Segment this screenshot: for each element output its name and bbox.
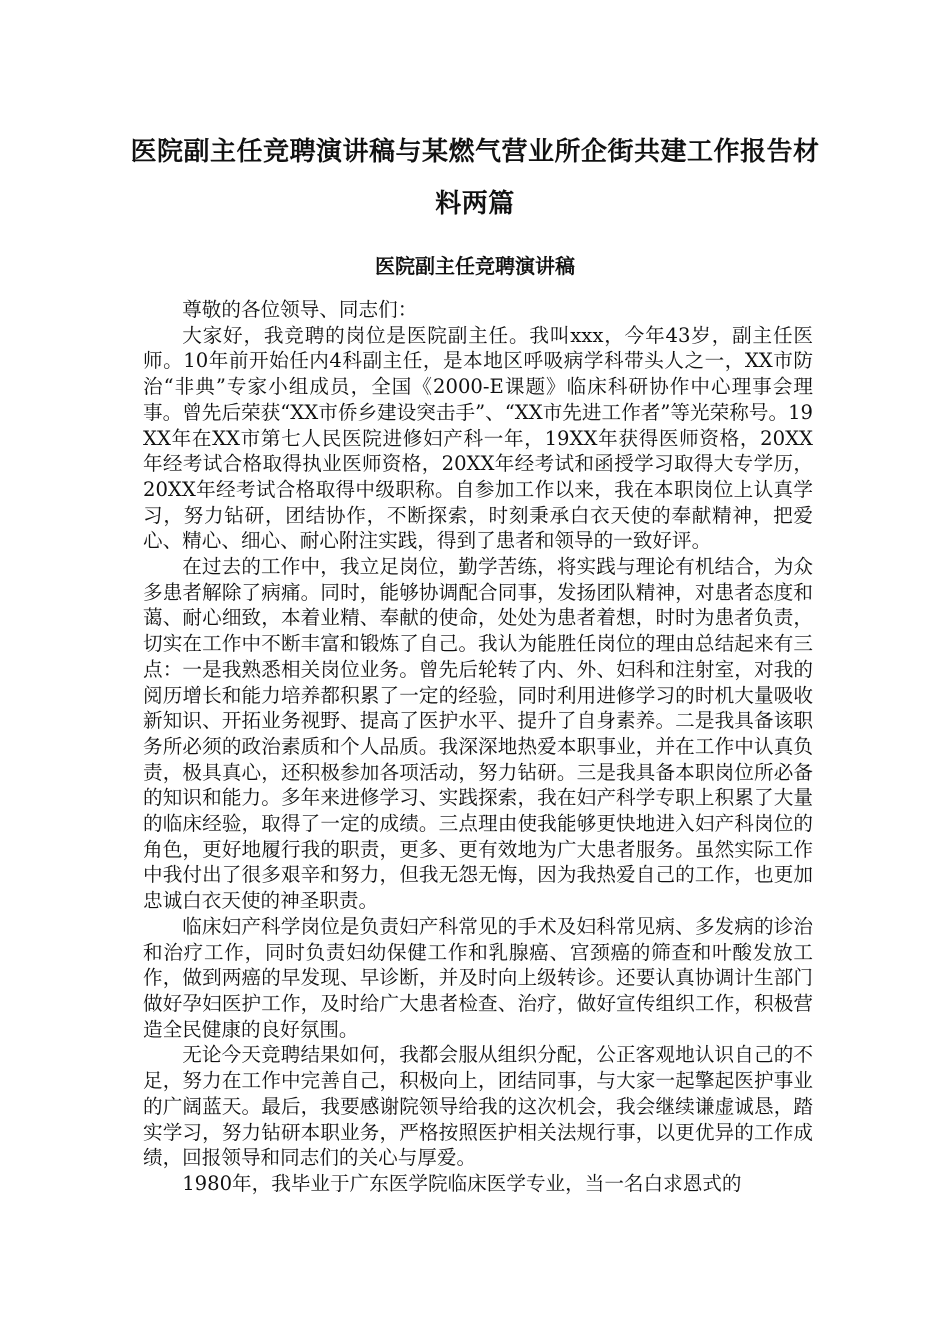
document-title: 医院副主任竞聘演讲稿与某燃气营业所企街共建工作报告材料两篇 [130, 137, 820, 219]
paragraph: 在过去的工作中，我立足岗位，勤学苦练，将实践与理论有机结合，为众多患者解除了病痛。同时，能够协调配合同事，发扬团队精神，对患者态度和蔼、耐心细致，本着业精、奉献的使命，处处为患者着想，时时为患者负责，切实在工作中不断丰富和锻炼了自己。我认为能胜任岗位的理由总结起来有三点：一是我熟悉相关岗位业务。曾先后轮转了内、外、妇科和注射室，对我的阅历增长和能力培养都积累了一定的经验，同时利用进修学习的时机大量吸收新知识、开拓业务视野、提高了医护水平、提升了自身素养。二是我具备该职务所必须的政治素质和个人品质。我深深地热爱本职事业，并在工作中认真负责，极具真心，还积极参加各项活动，努力钻研。三是我具备本职岗位所必备的知识和能力。多年来进修学习、实践探索，我在妇产科学专职上积累了大量的临床经验，取得了一定的成绩。三点理由使我能够更快地进入妇产科岗位的角色，更好地履行我的职责，更多、更有效地为广大患者服务。虽然实际工作中我付出了很多艰辛和努力，但我无怨无悔，因为我热爱自己的工作，也更加忠诚白衣天使的神圣职责。 [143, 555, 813, 913]
paragraph-greeting: 尊敬的各位领导、同志们： [182, 298, 418, 321]
paragraph: 1980年，我毕业于广东医学院临床医学专业，当一名白求恩式的 [182, 1171, 742, 1195]
paragraph: 无论今天竞聘结果如何，我都会服从组织分配，公正客观地认识自己的不足，努力在工作中完善自己，积极向上，团结同事，与大家一起擎起医护事业的广阔蓝天。最后，我要感谢院领导给我的这次机会，我会继续谦虚诚恳，踏实学习，努力钻研本职业务，严格按照医护相关法规行事，以更优异的工作成绩，回报领导和同志们的关心与厚爱。 [143, 1043, 813, 1170]
paragraph: 临床妇产科学岗位是负责妇产科常见的手术及妇科常见病、多发病的诊治和治疗工作，同时负责妇幼保健工作和乳腺癌、宫颈癌的筛查和叶酸发放工作，做到两癌的早发现、早诊断，并及时向上级转诊。还要认真协调计生部门做好孕妇医护工作，及时给广大患者检查、治疗，做好宣传组织工作，积极营造全民健康的良好氛围。 [143, 914, 813, 1041]
section-title: 医院副主任竞聘演讲稿 [375, 254, 575, 278]
paragraph: 大家好，我竞聘的岗位是医院副主任。我叫xxx，今年43岁，副主任医师。10年前开始任内4科副主任，是本地区呼吸病学科带头人之一，XX市防治“非典”专家小组成员，全国《2000-E课题》临床科研协作中心理事会理事。曾先后荣获“XX市侨乡建设突击手”、“XX市先进工作者”等光荣称号。19XX年在XX市第七人民医院进修妇产科一年，19XX年获得医师资格，20XX年经考试合格取得执业医师资格，20XX年经考试和函授学习取得大专学历，20XX年经考试合格取得中级职称。自参加工作以来，我在本职岗位上认真学习，努力钻研，团结协作，不断探索，时刻秉承白衣天使的奉献精神，把爱心、精心、细心、耐心附注实践，得到了患者和领导的一致好评。 [143, 323, 813, 553]
document-body [143, 297, 813, 1197]
